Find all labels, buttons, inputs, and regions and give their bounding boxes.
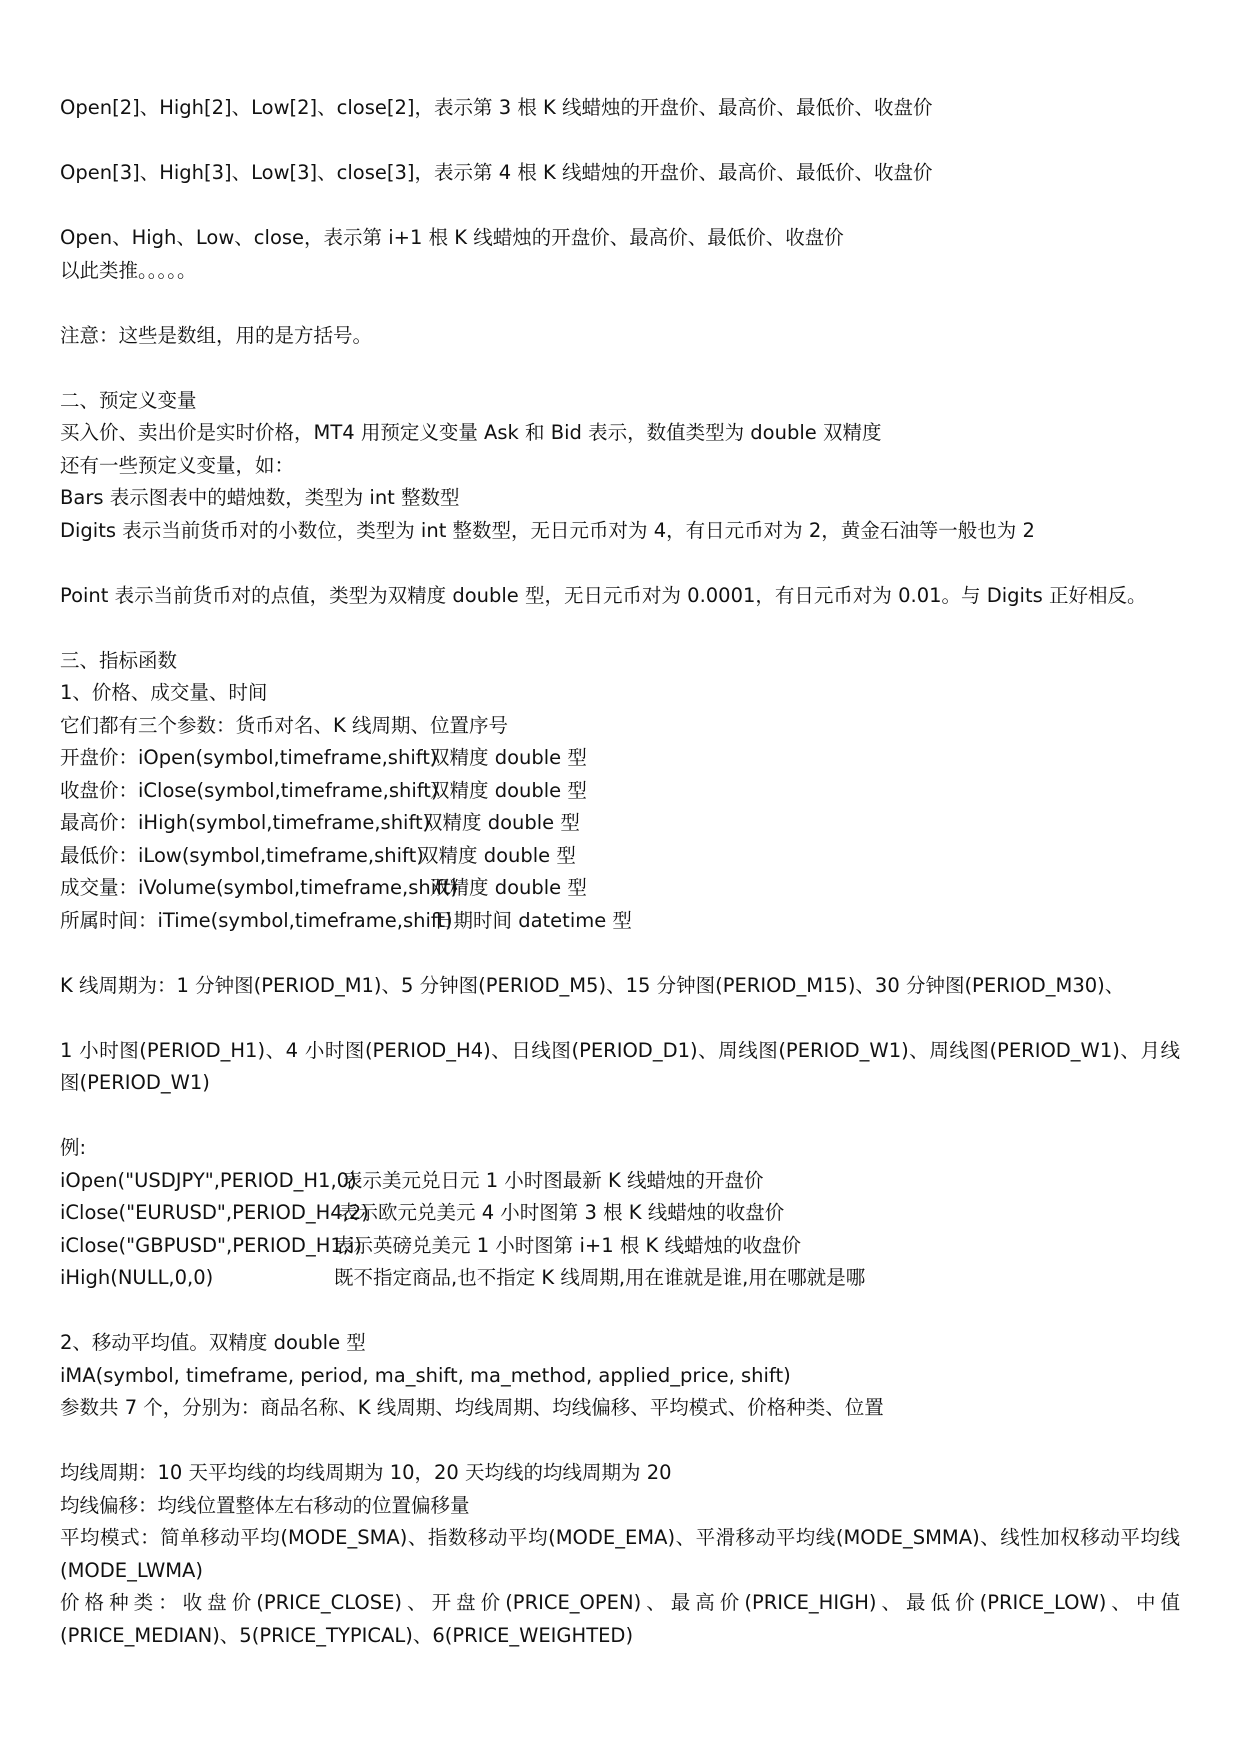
function-row-low (60, 840, 1180, 873)
example-row-3 (60, 1230, 1180, 1263)
blank-line (60, 1100, 1180, 1133)
ima-params-line: 参数共 7 个，分别为：商品名称、K 线周期、均线周期、均线偏移、平均模式、价格种类、位置 (60, 1396, 884, 1419)
params-line: 它们都有三个参数：货币对名、K 线周期、位置序号 (60, 713, 508, 737)
applied-price-paragraph: 价格种类：收盘价(PRICE_CLOSE)、开盘价(PRICE_OPEN)、最高价(PRICE_HIGH)、最低价(PRICE_LOW)、中值(PRICE_MEDIAN)、5(PRICE_TYPICAL)、6(PRICE_WEIGHTED) (60, 1591, 1180, 1647)
section-heading-predefined-vars: 二、预定义变量 (60, 388, 197, 412)
function-signature: 收盘价：iClose(symbol,timeframe,shift) (60, 778, 439, 802)
function-row-time (60, 905, 1180, 938)
function-row-volume (60, 872, 1180, 905)
function-row-close (60, 775, 1180, 808)
ma-method-paragraph: 平均模式：简单移动平均(MODE_SMA)、指数移动平均(MODE_EMA)、平滑移动平均线(MODE_SMMA)、线性加权移动平均线(MODE_LWMA) (60, 1526, 1180, 1582)
array-line-3: Open[3]、High[3]、Low[3]、close[3]，表示第 4 根 K 线蜡烛的开盘价、最高价、最低价、收盘价 (60, 161, 933, 184)
blank-line (60, 125, 1180, 158)
example-row-1 (60, 1165, 1180, 1198)
function-signature: 所属时间：iTime(symbol,timeframe,shift) (60, 908, 453, 932)
function-row-open (60, 742, 1180, 775)
array-line-i: Open、High、Low、close，表示第 i+1 根 K 线蜡烛的开盘价、最高价、最低价、收盘价 (60, 226, 844, 249)
example-desc: 表示美元兑日元 1 小时图最新 K 线蜡烛的开盘价 (343, 1168, 764, 1192)
example-label: 例: (60, 1136, 87, 1159)
point-paragraph: Point 表示当前货币对的点值，类型为双精度 double 型，无日元币对为 0.0001，有日元币对为 0.01。与 Digits 正好相反。 (60, 583, 1147, 607)
bars-line: Bars 表示图表中的蜡烛数，类型为 int 整数型 (60, 486, 460, 509)
array-line-2: Open[2]、High[2]、Low[2]、close[2]，表示第 3 根 K 线蜡烛的开盘价、最高价、最低价、收盘价 (60, 96, 933, 119)
blank-line (60, 1002, 1180, 1035)
digits-line: Digits 表示当前货币对的小数位，类型为 int 整数型，无日元币对为 4，有日元币对为 2，黄金石油等一般也为 2 (60, 518, 1035, 542)
blank-line (60, 287, 1180, 320)
blank-line (60, 1425, 1180, 1458)
example-code: iOpen("USDJPY",PERIOD_H1,0) (60, 1168, 357, 1192)
blank-line (60, 190, 1180, 223)
blank-line (60, 937, 1180, 970)
function-row-high (60, 807, 1180, 840)
function-type: 日期时间 datetime 型 (434, 908, 632, 932)
subheading-moving-average: 2、移动平均值。双精度 double 型 (60, 1331, 366, 1354)
function-type: 双精度 double 型 (423, 811, 580, 834)
example-desc: 既不指定商品,也不指定 K 线周期,用在谁就是谁,用在哪就是哪 (334, 1266, 866, 1289)
function-signature: 开盘价：iOpen(symbol,timeframe,shift) (60, 746, 438, 769)
example-row-4 (60, 1262, 1180, 1295)
etc-line: 以此类推。。。。。 (60, 258, 197, 282)
function-signature: 成交量：iVolume(symbol,timeframe,shift) (60, 876, 458, 899)
document-body (60, 92, 1180, 1652)
ma-shift-line: 均线偏移：均线位置整体左右移动的位置偏移量 (60, 1493, 470, 1517)
ima-signature: iMA(symbol, timeframe, period, ma_shift, ma_method, applied_price, shift) (60, 1363, 791, 1387)
timeframes-paragraph-2: 1 小时图(PERIOD_H1)、4 小时图(PERIOD_H4)、日线图(PERIOD_D1)、周线图(PERIOD_W1)、周线图(PERIOD_W1)、月线图(PERIOD_W1) (60, 1038, 1180, 1094)
blank-line (60, 1295, 1180, 1328)
example-desc: 表示英磅兑美元 1 小时图第 i+1 根 K 线蜡烛的收盘价 (334, 1233, 802, 1257)
timeframes-line-1: K 线周期为：1 分钟图(PERIOD_M1)、5 分钟图(PERIOD_M5)、15 分钟图(PERIOD_M15)、30 分钟图(PERIOD_M30)、 (60, 973, 1125, 997)
more-vars-line: 还有一些预定义变量，如： (60, 453, 295, 477)
function-signature: 最低价：iLow(symbol,timeframe,shift) (60, 843, 424, 867)
example-code: iHigh(NULL,0,0) (60, 1266, 214, 1289)
example-code: iClose("EURUSD",PERIOD_H4,2) (60, 1201, 369, 1224)
example-row-2 (60, 1197, 1180, 1230)
example-code: iClose("GBPUSD",PERIOD_H1,i) (60, 1233, 362, 1257)
function-type: 双精度 double 型 (430, 876, 587, 899)
blank-line (60, 612, 1180, 645)
function-type: 双精度 double 型 (430, 778, 587, 802)
subheading-price-volume-time: 1、价格、成交量、时间 (60, 681, 268, 704)
blank-line (60, 547, 1180, 580)
function-type: 双精度 double 型 (430, 746, 587, 769)
function-signature: 最高价：iHigh(symbol,timeframe,shift) (60, 811, 431, 834)
example-desc: 表示欧元兑美元 4 小时图第 3 根 K 线蜡烛的收盘价 (339, 1201, 785, 1224)
section-heading-indicator-functions: 三、指标函数 (60, 648, 178, 672)
ma-period-line: 均线周期：10 天平均线的均线周期为 10，20 天均线的均线周期为 20 (60, 1461, 672, 1484)
function-type: 双精度 double 型 (419, 843, 576, 867)
note-line: 注意：这些是数组，用的是方括号。 (60, 323, 373, 347)
blank-line (60, 352, 1180, 385)
ask-bid-line: 买入价、卖出价是实时价格，MT4 用预定义变量 Ask 和 Bid 表示，数值类型为 double 双精度 (60, 421, 882, 444)
